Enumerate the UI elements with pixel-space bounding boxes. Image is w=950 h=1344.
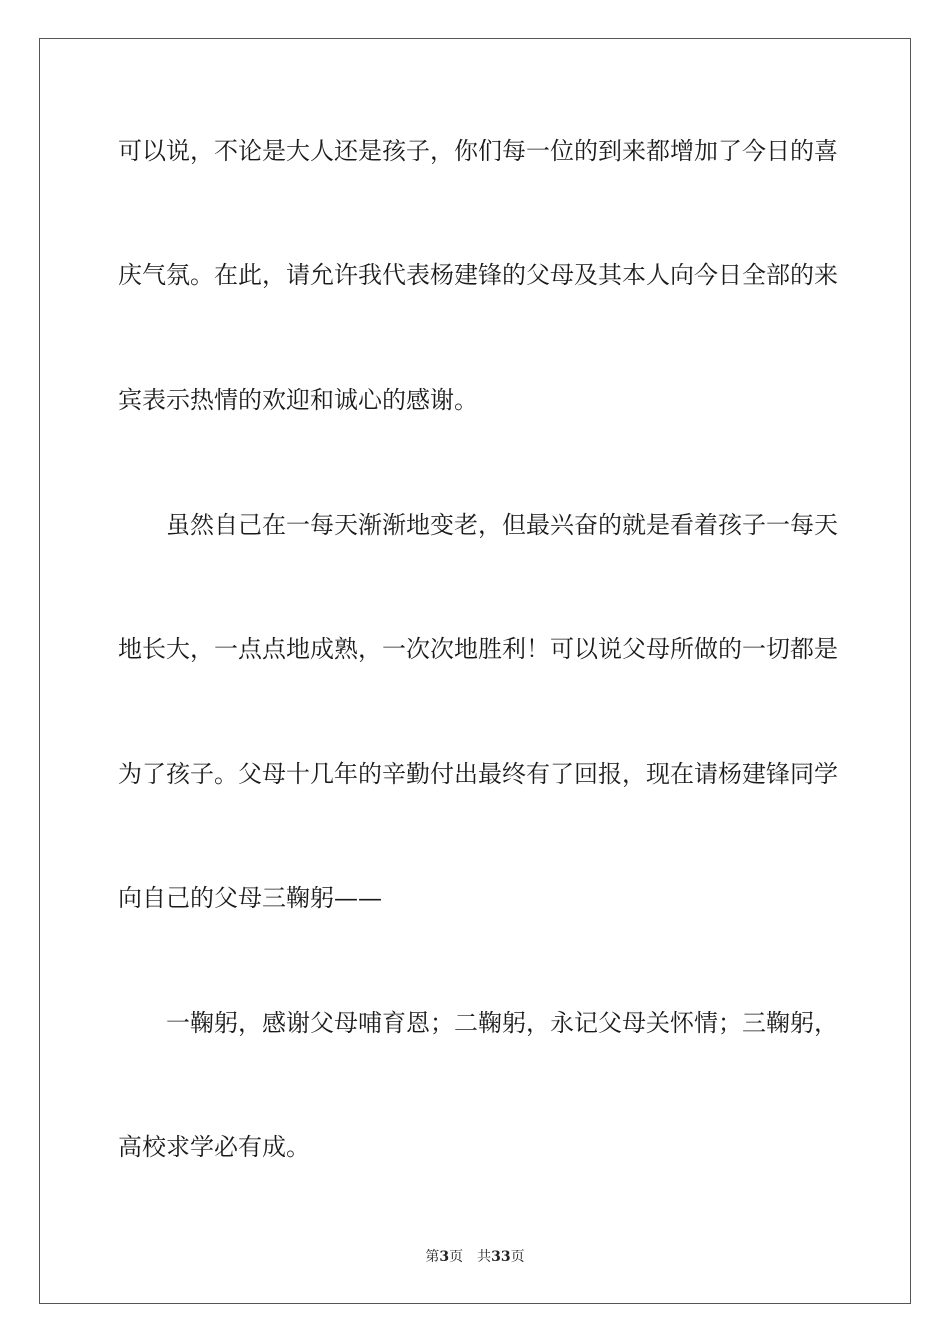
footer-total-suffix: 页	[510, 1249, 525, 1265]
paragraph-line-7: 向自己的父母三鞠躬——	[118, 884, 382, 912]
footer-page-number: 3	[439, 1249, 450, 1265]
paragraph-line-3: 宾表示热情的欢迎和诚心的感谢。	[118, 386, 478, 414]
page-footer	[0, 1248, 950, 1266]
paragraph-line-1: 可以说，不论是大人还是孩子，你们每一位的到来都增加了今日的喜	[118, 137, 838, 165]
paragraph-line-5: 地长大，一点点地成熟，一次次地胜利！可以说父母所做的一切都是	[118, 635, 838, 663]
footer-page-suffix: 页	[449, 1249, 464, 1265]
footer-total-number: 33	[491, 1249, 511, 1265]
paragraph-line-6: 为了孩子。父母十几年的辛勤付出最终有了回报，现在请杨建锋同学	[118, 760, 838, 788]
footer-page-prefix: 第	[425, 1249, 440, 1265]
page-frame	[39, 38, 911, 1304]
paragraph-line-8: 一鞠躬，感谢父母哺育恩；二鞠躬，永记父母关怀情；三鞠躬，	[166, 1009, 838, 1037]
paragraph-line-9: 高校求学必有成。	[118, 1133, 310, 1161]
paragraph-line-2: 庆气氛。在此，请允许我代表杨建锋的父母及其本人向今日全部的来	[118, 261, 838, 289]
footer-total-prefix: 共	[477, 1249, 492, 1265]
paragraph-line-4: 虽然自己在一每天渐渐地变老，但最兴奋的就是看着孩子一每天	[166, 511, 838, 539]
